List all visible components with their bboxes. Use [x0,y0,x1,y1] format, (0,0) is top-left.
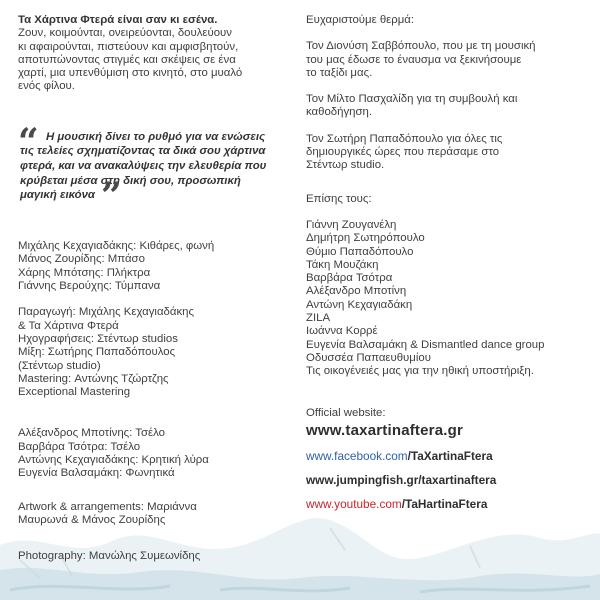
youtube-link[interactable] [306,497,592,511]
guest-credit: Αντώνης Κεχαγιαδάκης: Κρητική λύρα [18,454,209,467]
thanked-name: Αλέξανδρο Μποτίνη [306,285,407,298]
also-thanks-section [306,193,592,206]
thanked-name: Δημήτρη Σωτηρόπουλο [306,232,425,245]
quote-line: Η μουσική δίνει το ρυθμό για να ενώσεις [46,130,266,143]
official-website-label: Official website: [306,406,386,419]
production-credits [18,306,292,399]
right-column [306,14,592,511]
thanks-paragraph [306,40,592,80]
thanks-line: το ταξίδι μας. [306,66,373,79]
facebook-link[interactable] [306,449,592,463]
facebook-path: /TaXartinaFtera [407,448,493,463]
musician-credit: Γιάννης Βερούχης: Τύμπανα [18,280,161,293]
thanks-title: Ευχαριστούμε θερμά: [306,14,415,26]
thanks-line: Τον Διονύση Σαββόπουλο, που με τη μουσική [306,40,536,53]
production-credit: Ηχογραφήσεις: Στέντωρ studios [18,332,178,345]
guest-credit: Αλέξανδρος Μποτίνης: Τσέλο [18,427,165,440]
guest-musicians-list [18,427,292,480]
thanks-paragraph [306,93,592,120]
musician-credit: Μιχάλης Κεχαγιαδάκης: Κιθάρες, φωνή [18,240,215,253]
production-credit: Mastering: Αντώνης Τζώρτζης [18,372,169,385]
guest-credit: Ευγενία Βαλσαμάκη: Φωνητικά [18,467,175,480]
thanks-paragraph [306,133,592,173]
quote-line: κρύβεται μέσα στη δική σου, προσωπική [20,174,241,187]
left-column [18,14,292,564]
production-credit: Μίξη: Σωτήρης Παπαδόπουλος [18,346,176,359]
thanks-line: Τον Μίλτο Πασχαλίδη για τη συμβουλή και [306,93,518,106]
open-quote-icon: “ [18,120,39,163]
pull-quote [18,120,292,218]
intro-line: Ζουν, κοιμούνται, ονειρεύονται, δουλεύουν [18,27,232,40]
thanks-line: δημιουργικές ώρες που περάσαμε στο [306,146,500,159]
intro-line: χαρτί, μια υπενθύμιση στο κινητό, στο μυαλό [18,67,243,80]
musician-credit: Μάνος Ζουρίδης: Μπάσο [18,253,145,266]
photography-credit: Photography: Μανώλης Συμεωνίδης [18,550,201,563]
thanked-name: Γιάννη Ζουγανέλη [306,218,397,231]
youtube-domain: www.youtube.com [306,496,402,511]
quote-line: φτερά, και να ανακαλύψεις την ελευθερία που [20,159,267,172]
thanks-section [306,14,592,27]
production-credit: (Στέντωρ studio) [18,359,101,372]
thanked-name: ZILA [306,312,331,325]
musicians-list [18,240,292,293]
thanked-name: Αντώνη Κεχαγιαδάκη [306,298,413,311]
jumpingfish-link[interactable]: www.jumpingfish.gr/taxartinaftera [306,472,497,487]
also-names-list [306,219,592,379]
production-credit: & Τα Χάρτινα Φτερά [18,319,119,332]
youtube-path: /TaHartinaFtera [401,496,488,511]
quote-line: μαγική εικόνα [20,189,95,202]
facebook-domain: www.facebook.com [306,448,408,463]
thanks-line: καθοδήγηση. [306,106,373,119]
thanks-line: Τον Σωτήρη Παπαδόπουλο για όλες τις [306,132,503,145]
thanks-line: του μας έδωσε το έναυσμα να ξεκινήσουμε [306,53,522,66]
also-title: Επίσης τους: [306,192,372,205]
thanked-name: Βαρβάρα Τσότρα [306,272,393,285]
intro-title: Τα Χάρτινα Φτερά είναι σαν κι εσένα. [18,14,218,26]
quote-line: τις τελείες σχηματίζοντας τα δικά σου χάρτινα [20,145,266,158]
close-quote-icon: ” [100,175,122,218]
thanked-name: Θύμιο Παπαδόπουλο [306,245,414,258]
thanked-name: Τις οικογένειές μας για την ηθική υποστήριξη. [306,365,534,378]
thanked-name: Ευγενία Βαλσαμάκη & Dismantled dance group [306,338,545,351]
artwork-credit [18,501,292,528]
production-credit: Παραγωγή: Μιχάλης Κεχαγιαδάκης [18,306,194,319]
thanked-name: Οδυσσέα Παπαευθυμίου [306,351,431,364]
official-website-link[interactable]: www.taxartinaftera.gr [306,421,464,439]
thanks-line: Στέντωρ studio. [306,159,385,172]
intro-line: κι αφαιρούνται, πιστεύουν και αμφισβητούν, [18,40,239,53]
thanked-name: Τάκη Μουζάκη [306,258,379,271]
production-credit: Exceptional Mastering [18,386,131,399]
intro-paragraph [18,14,292,94]
musician-credit: Χάρης Μπότσης: Πλήκτρα [18,266,151,279]
artwork-line: Μαυρωνά & Μάνος Ζουρίδης [18,513,166,526]
intro-line: αποτυπώνοντας στιγμές και σκέψεις σε ένα [18,53,236,66]
artwork-line: Artwork & arrangements: Μαριάννα [18,500,197,513]
intro-line: ενός φίλου. [18,80,75,93]
guest-credit: Βαρβάρα Τσότρα: Τσέλο [18,440,141,453]
thanked-name: Ιωάννα Κορρέ [306,325,378,338]
